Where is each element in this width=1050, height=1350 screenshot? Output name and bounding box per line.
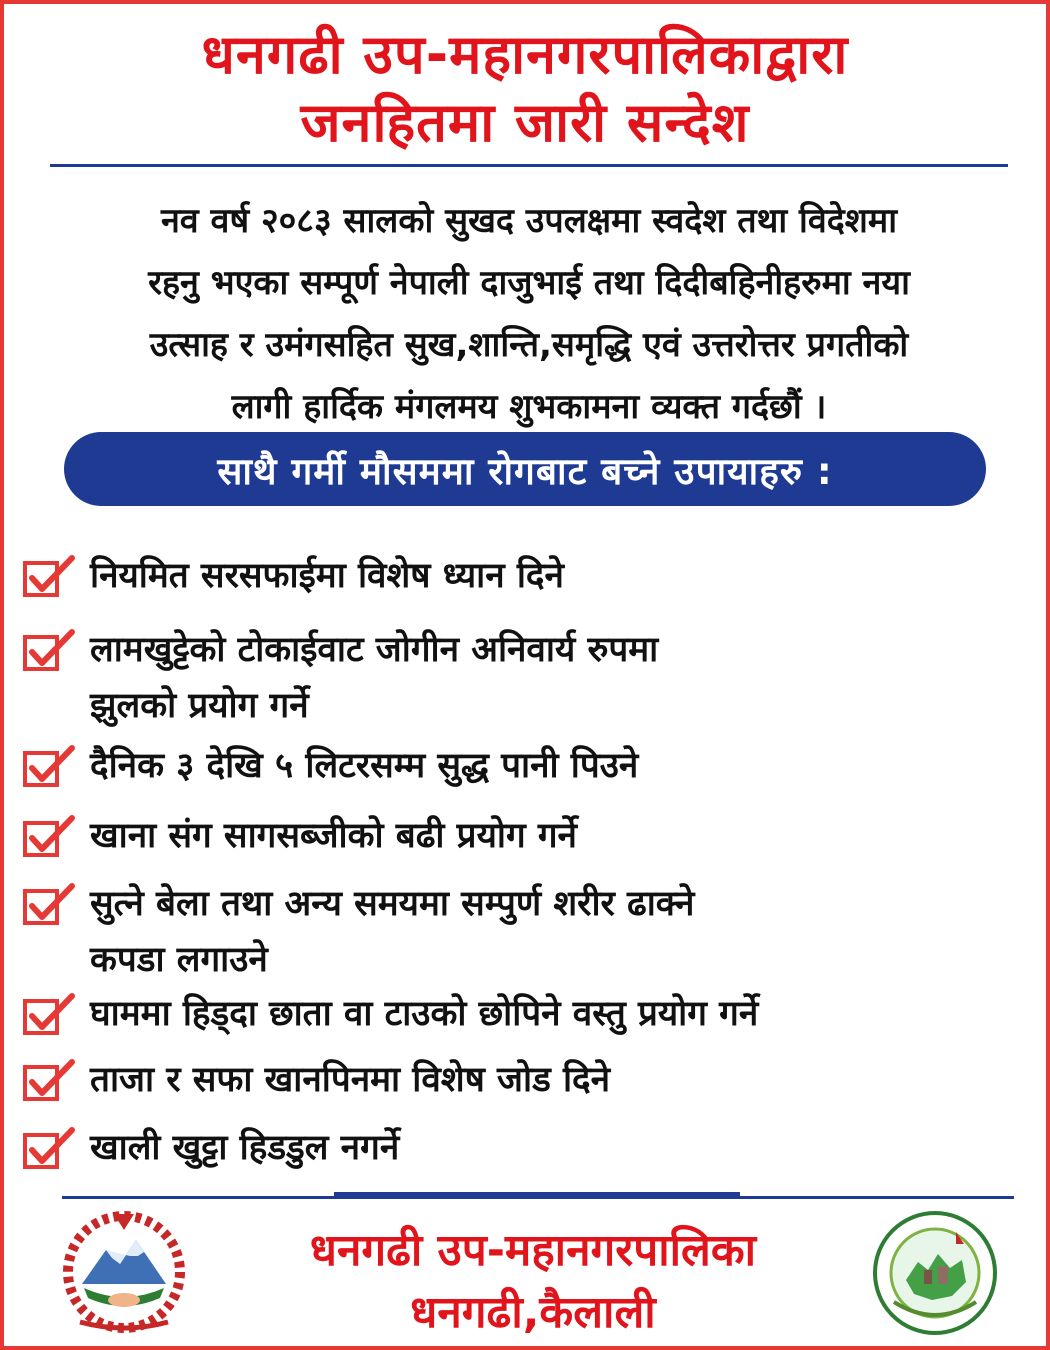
- list-item: [22, 548, 1032, 604]
- tip-text: [90, 1052, 610, 1108]
- tips-banner: [64, 432, 986, 506]
- page-title-line2: जनहितमा जारी सन्देश: [300, 91, 750, 154]
- checkbox-check-icon: [22, 1124, 76, 1170]
- checkbox-check-icon: [22, 552, 76, 598]
- tip-line: सुत्ने बेला तथा अन्य समयमा सम्पुर्ण शरीर ढाक्ने: [90, 884, 695, 924]
- message-line: नव वर्ष २०८३ सालको सुखद उपलक्षमा स्वदेश तथा विदेशमा: [160, 201, 898, 241]
- tip-text: [90, 738, 638, 794]
- page-title-line1: धनगढी उप-महानगरपालिकाद्वारा: [201, 23, 849, 86]
- list-item: [22, 808, 1032, 864]
- list-item: [22, 876, 1032, 988]
- list-item: [22, 986, 1032, 1042]
- greeting-message: [24, 190, 1034, 438]
- tip-line: घाममा हिड्दा छाता वा टाउको छोपिने वस्तु प्रयोग गर्ने: [90, 994, 759, 1034]
- footer-org-name: धनगढी उप-महानगरपालिका: [309, 1225, 757, 1276]
- nepal-emblem-icon: [54, 1206, 194, 1334]
- list-item: [22, 1052, 1032, 1108]
- municipality-logo-icon: [872, 1210, 998, 1336]
- tip-text: [90, 808, 577, 864]
- tip-line: नियमित सरसफाईमा विशेष ध्यान दिने: [90, 556, 564, 596]
- bottom-divider: [62, 1196, 1014, 1199]
- tip-line: खाना संग सागसब्जीको बढी प्रयोग गर्ने: [90, 816, 577, 856]
- list-item: [22, 1120, 1032, 1176]
- list-item: [22, 738, 1032, 794]
- list-item: [22, 622, 1032, 734]
- checkbox-check-icon: [22, 742, 76, 788]
- tip-text: [90, 548, 564, 604]
- checkbox-check-icon: [22, 812, 76, 858]
- checkbox-check-icon: [22, 880, 76, 926]
- tips-banner-text: साथै गर्मी मौसममा रोगबाट बच्ने उपायाहरु :: [217, 449, 833, 493]
- tip-line: खाली खुट्टा हिडडुल नगर्ने: [90, 1128, 400, 1168]
- tip-text: [90, 986, 758, 1042]
- tip-line: दैनिक ३ देखि ५ लिटरसम्म सुद्ध पानी पिउने: [90, 746, 639, 786]
- tip-line: ताजा र सफा खानपिनमा विशेष जोड दिने: [90, 1060, 611, 1100]
- footer-org-location: धनगढी,कैलाली: [410, 1287, 656, 1338]
- checkbox-check-icon: [22, 626, 76, 672]
- top-divider: [50, 164, 1008, 167]
- tip-text: [90, 622, 658, 734]
- message-line: लागी हार्दिक मंगलमय शुभकामना व्यक्त गर्दछौं ।: [231, 387, 827, 427]
- tip-line: कपडा लगाउने: [90, 940, 268, 980]
- tip-text: [90, 876, 694, 988]
- checkbox-check-icon: [22, 990, 76, 1036]
- message-line: रहनु भएका सम्पूर्ण नेपाली दाजुभाई तथा दिदीबहिनीहरुमा नया: [148, 263, 910, 303]
- tip-text: [90, 1120, 399, 1176]
- message-line: उत्साह र उमंगसहित सुख,शान्ति,समृद्धि एवं उत्तरोत्तर प्रगतीको: [149, 325, 909, 365]
- checkbox-check-icon: [22, 1056, 76, 1102]
- tip-line: लामखुट्टेको टोकाईवाट जोगीन अनिवार्य रुपमा: [90, 630, 659, 670]
- tip-line: झुलको प्रयोग गर्ने: [90, 686, 309, 726]
